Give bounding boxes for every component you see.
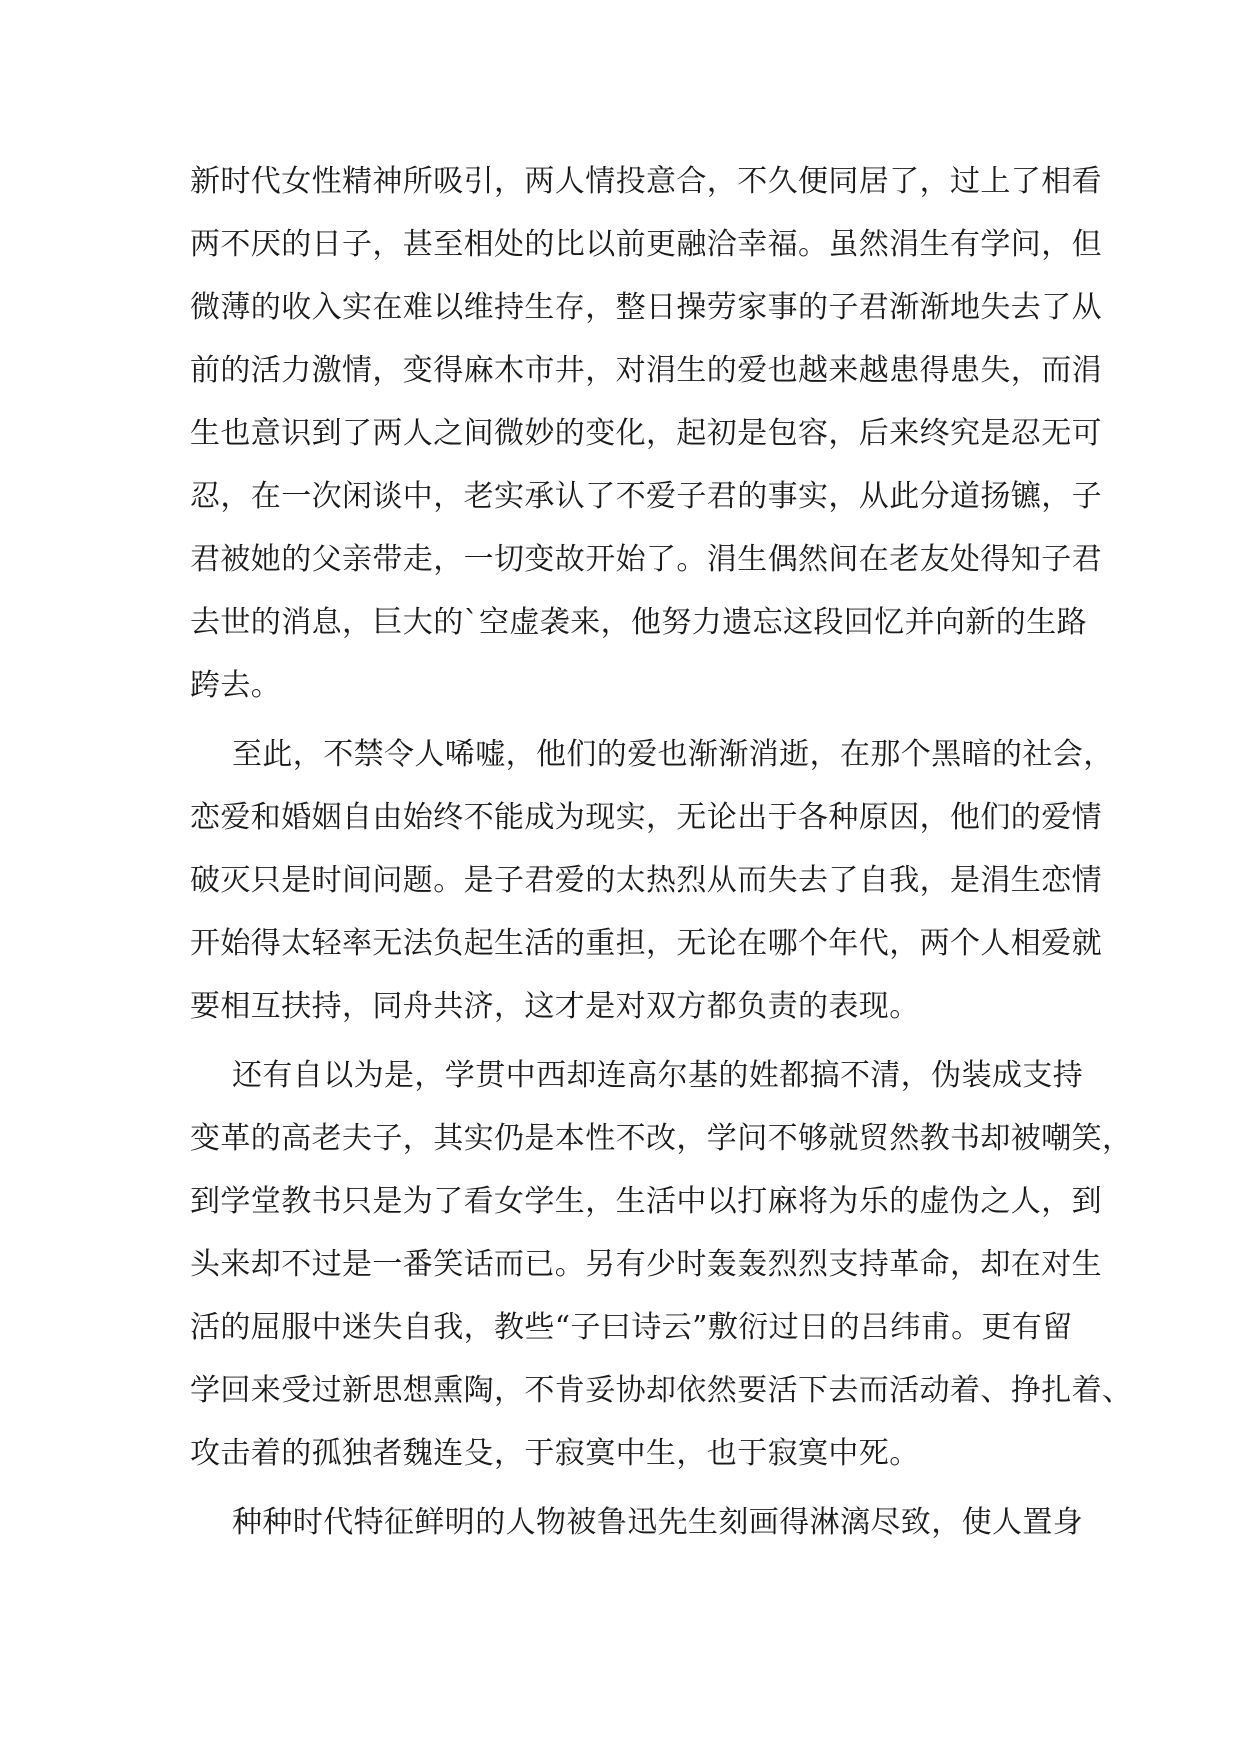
text-line: 变革的高老夫子，其实仍是本性不改，学问不够就贸然教书却被嘲笑， xyxy=(190,1121,1133,1156)
text-line: 还有自以为是，学贯中西却连高尔基的姓都搞不清，伪装成支持 xyxy=(232,1058,1084,1093)
text-line: 前的活力激情，变得麻木市井，对涓生的爱也越来越患得患失，而涓 xyxy=(190,353,1102,388)
text-line: 活的屈服中迷失自我，教些“子曰诗云”敷衍过日的吕纬甫。更有留 xyxy=(190,1310,1073,1345)
text-line: 到学堂教书只是为了看女学生，生活中以打麻将为乐的虚伪之人，到 xyxy=(190,1184,1102,1219)
text-line: 去世的消息，巨大的`空虚袭来，他努力遗忘这段回忆并向新的生路 xyxy=(190,605,1087,640)
text-line: 忍，在一次闲谈中，老实承认了不爱子君的事实，从此分道扬镳，子 xyxy=(190,479,1102,514)
paragraph-4 xyxy=(190,1491,1084,1554)
text-line: 至此，不禁令人唏嘘，他们的爱也渐渐消逝，在那个黑暗的社会， xyxy=(232,737,1114,772)
paragraph-3 xyxy=(190,1044,1133,1485)
text-line: 恋爱和婚姻自由始终不能成为现实，无论出于各种原因，他们的爱情 xyxy=(190,800,1102,835)
text-line: 跨去。 xyxy=(190,668,282,703)
text-line: 君被她的父亲带走，一切变故开始了。涓生偶然间在老友处得知子君 xyxy=(190,542,1102,577)
paragraph-1 xyxy=(190,150,1102,717)
text-line: 要相互扶持，同舟共济，这才是对双方都负责的表现。 xyxy=(190,989,920,1024)
paragraph-2 xyxy=(190,723,1114,1038)
text-line: 学回来受过新思想熏陶，不肯妥协却依然要活下去而活动着、挣扎着、 xyxy=(190,1373,1133,1408)
text-line: 攻击着的孤独者魏连殳，于寂寞中生，也于寂寞中死。 xyxy=(190,1436,920,1471)
text-line: 开始得太轻率无法负起生活的重担，无论在哪个年代，两个人相爱就 xyxy=(190,926,1102,961)
text-line: 头来却不过是一番笑话而已。另有少时轰轰烈烈支持革命，却在对生 xyxy=(190,1247,1102,1282)
text-line: 种种时代特征鲜明的人物被鲁迅先生刻画得淋漓尽致，使人置身 xyxy=(232,1505,1084,1540)
document-page xyxy=(190,150,1133,1554)
text-line: 破灭只是时间问题。是子君爱的太热烈从而失去了自我，是涓生恋情 xyxy=(190,863,1102,898)
text-line: 新时代女性精神所吸引，两人情投意合，不久便同居了，过上了相看 xyxy=(190,164,1102,199)
text-line: 生也意识到了两人之间微妙的变化，起初是包容，后来终究是忍无可 xyxy=(190,416,1102,451)
text-line: 微薄的收入实在难以维持生存，整日操劳家事的子君渐渐地失去了从 xyxy=(190,290,1102,325)
text-line: 两不厌的日子，甚至相处的比以前更融洽幸福。虽然涓生有学问，但 xyxy=(190,227,1102,262)
